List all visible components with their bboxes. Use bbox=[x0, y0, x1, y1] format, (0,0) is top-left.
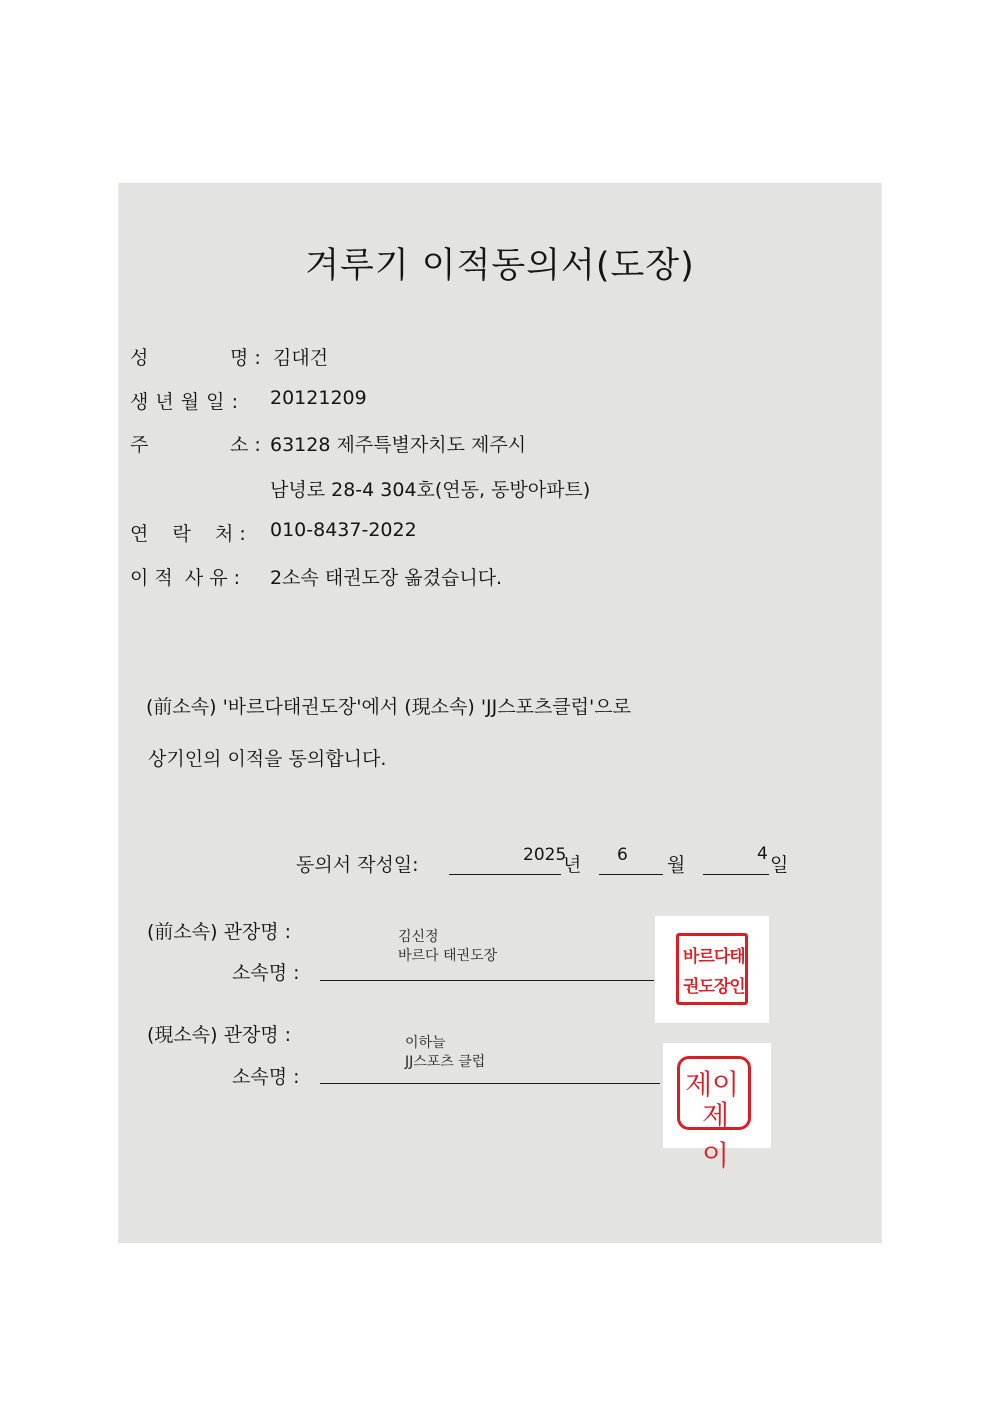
month-unit: 월 bbox=[667, 854, 686, 876]
current-seal-text-top: 제이 bbox=[685, 1068, 740, 1101]
reason-label: 이 적 사 유 : bbox=[130, 567, 241, 589]
address-label-first: 주 bbox=[130, 434, 149, 456]
contact-label: 연 락 처 : bbox=[130, 523, 246, 545]
year-unit: 년 bbox=[563, 854, 582, 876]
month-value: 6 bbox=[617, 845, 628, 865]
day-unit: 일 bbox=[770, 854, 789, 876]
former-signature-line bbox=[320, 980, 654, 981]
address-label-last: 소 : bbox=[230, 434, 261, 456]
agreement-line-2: 상기인의 이적을 동의합니다. bbox=[148, 748, 387, 770]
reason-value: 2소속 태권도장 옮겼습니다. bbox=[270, 567, 503, 589]
former-seal-text-top: 바르다태 bbox=[683, 947, 745, 967]
former-director-value: 김신정 bbox=[398, 929, 439, 945]
date-label: 동의서 작성일: bbox=[296, 854, 419, 876]
address-line-2: 남녕로 28-4 304호(연동, 동방아파트) bbox=[270, 479, 591, 501]
current-club-seal bbox=[677, 1056, 751, 1172]
document-title: 겨루기 이적동의서(도장) bbox=[305, 246, 695, 286]
current-club-value: JJ스포츠 클럽 bbox=[405, 1054, 486, 1070]
former-club-seal bbox=[676, 933, 748, 1005]
former-club-label: 소속명 : bbox=[232, 962, 300, 984]
name-value: 김대건 bbox=[273, 347, 329, 369]
year-value: 2025 bbox=[523, 845, 567, 865]
day-underline bbox=[703, 874, 769, 875]
current-director-value: 이하늘 bbox=[405, 1035, 446, 1051]
name-label-first: 성 bbox=[130, 347, 149, 369]
birth-label: 생 년 월 일 : bbox=[130, 391, 239, 413]
current-seal-text-bottom: 제이 bbox=[702, 1099, 730, 1172]
former-seal-text-bottom: 권도장인 bbox=[683, 977, 745, 997]
former-club-value: 바르다 태권도장 bbox=[398, 948, 498, 964]
name-label-last: 명 : bbox=[230, 347, 261, 369]
year-underline bbox=[449, 874, 561, 875]
month-underline bbox=[599, 874, 663, 875]
current-stamp-background bbox=[663, 1043, 771, 1172]
current-signature-line bbox=[320, 1083, 660, 1084]
consent-form-sheet bbox=[118, 183, 882, 1243]
former-director-label: (前소속) 관장명 : bbox=[147, 921, 292, 943]
day-value: 4 bbox=[757, 844, 768, 864]
agreement-line-1: (前소속) '바르다태권도장'에서 (現소속) 'JJ스포츠클럽'으로 bbox=[146, 696, 631, 718]
address-line-1: 63128 제주특별자치도 제주시 bbox=[270, 434, 527, 456]
birth-value: 20121209 bbox=[270, 387, 367, 409]
former-stamp-background bbox=[655, 916, 769, 1023]
contact-value: 010-8437-2022 bbox=[270, 519, 417, 541]
current-club-label: 소속명 : bbox=[232, 1066, 300, 1088]
current-director-label: (現소속) 관장명 : bbox=[147, 1024, 292, 1046]
